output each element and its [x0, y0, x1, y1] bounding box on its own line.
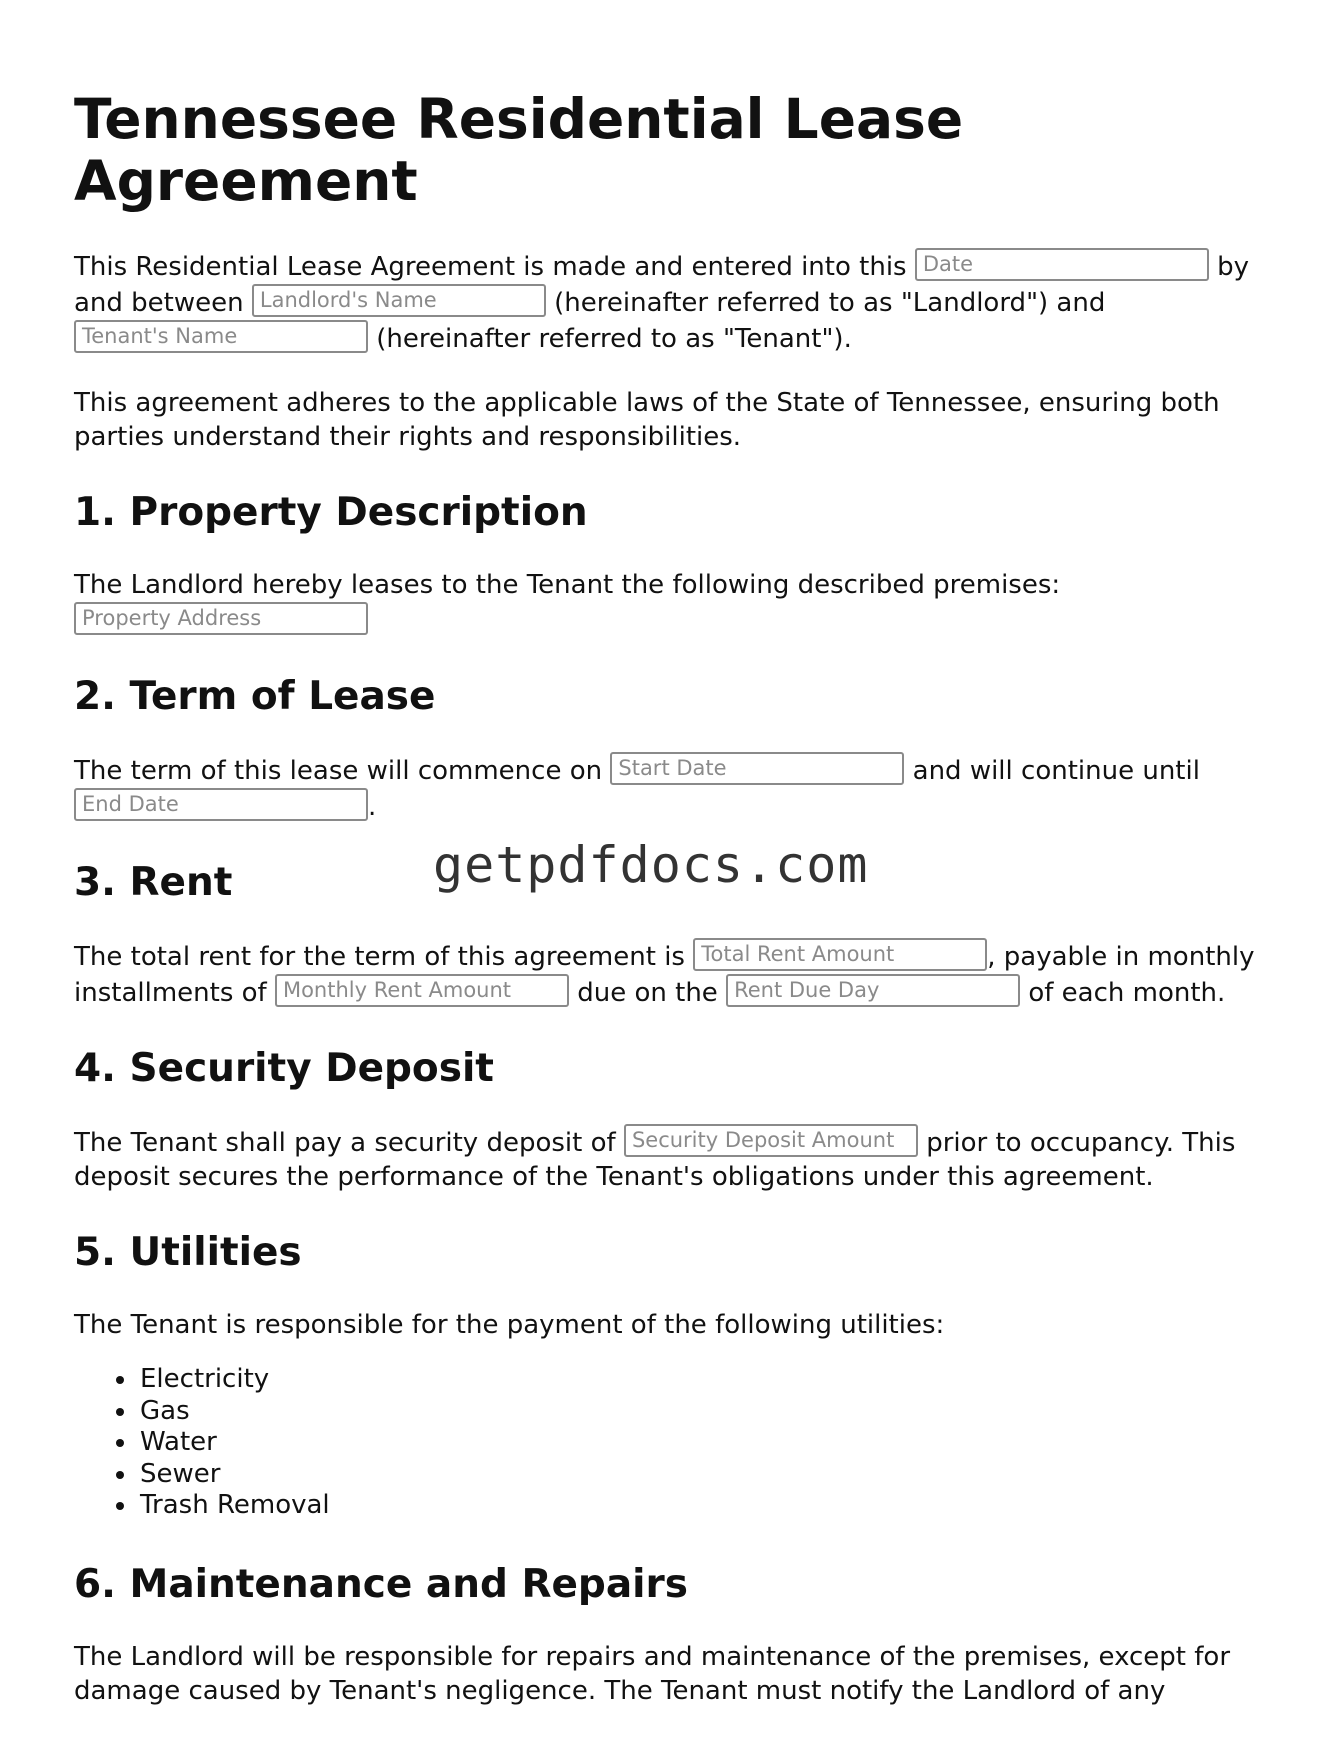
rent-text-4: of each month.	[1028, 978, 1226, 1008]
deposit-text-1: The Tenant shall pay a security deposit of	[74, 1128, 616, 1158]
rent-text-2: , payable in monthly installments of	[74, 942, 1255, 1008]
list-item: • Gas	[138, 1396, 1274, 1428]
property-paragraph	[74, 568, 1274, 638]
intro-paragraph	[74, 248, 1274, 356]
deposit-text-2: prior to occupancy. This deposit secures the performance of the Tenant's obligations under this agreement.	[74, 1128, 1236, 1192]
total-rent-field[interactable]: Total Rent Amount	[693, 938, 987, 971]
property-address-field[interactable]: Property Address	[74, 602, 368, 635]
security-deposit-field[interactable]: Security Deposit Amount	[624, 1124, 918, 1157]
intro-text-1: This Residential Lease Agreement is made and entered into this	[74, 252, 907, 282]
watermark: getpdfdocs.com	[433, 836, 869, 894]
term-text-2: and will continue until	[912, 756, 1200, 786]
start-date-field[interactable]: Start Date	[610, 752, 904, 785]
rent-paragraph	[74, 938, 1274, 1010]
list-item: • Electricity	[138, 1364, 1274, 1396]
deposit-paragraph	[74, 1124, 1274, 1194]
section-heading-deposit: 4. Security Deposit	[74, 1046, 494, 1091]
intro-text-4: (hereinafter referred to as "Tenant").	[376, 324, 852, 354]
intro-text-3: (hereinafter referred to as "Landlord") and	[554, 288, 1106, 318]
term-paragraph	[74, 752, 1274, 824]
term-text-1: The term of this lease will commence on	[74, 756, 603, 786]
section-heading-rent: 3. Rent	[74, 860, 233, 905]
document-title: Tennessee Residential Lease Agreement	[74, 87, 964, 213]
list-item: • Water	[138, 1427, 1274, 1459]
property-text: The Landlord hereby leases to the Tenant the following described premises:	[74, 570, 1061, 600]
utilities-list	[74, 1364, 1274, 1522]
section-heading-term: 2. Term of Lease	[74, 674, 436, 719]
rent-text-3: due on the	[577, 978, 718, 1008]
section-heading-maintenance: 6. Maintenance and Repairs	[74, 1561, 688, 1607]
utilities-paragraph: The Tenant is responsible for the payment of the following utilities:	[74, 1310, 945, 1340]
laws-paragraph: This agreement adheres to the applicable laws of the State of Tennessee, ensuring both parties understand their rights and responsibilities.	[74, 388, 1220, 452]
rent-text-1: The total rent for the term of this agreement is	[74, 942, 685, 972]
term-text-3: .	[368, 792, 377, 822]
landlord-name-field[interactable]: Landlord's Name	[252, 284, 546, 317]
maintenance-paragraph: The Landlord will be responsible for repairs and maintenance of the premises, except for damage caused by Tenant's negligence. The Tenant must notify the Landlord of any	[74, 1641, 1231, 1706]
list-item: • Trash Removal	[138, 1490, 1274, 1522]
document-page	[74, 88, 1274, 1738]
monthly-rent-field[interactable]: Monthly Rent Amount	[275, 974, 569, 1007]
rent-due-day-field[interactable]: Rent Due Day	[726, 974, 1020, 1007]
date-field[interactable]: Date	[915, 248, 1209, 281]
tenant-name-field[interactable]: Tenant's Name	[74, 320, 368, 353]
intro-text-2: by and between	[74, 252, 1250, 318]
list-item: • Sewer	[138, 1459, 1274, 1491]
section-heading-property: 1. Property Description	[74, 490, 588, 535]
end-date-field[interactable]: End Date	[74, 788, 368, 821]
section-heading-utilities: 5. Utilities	[74, 1230, 302, 1275]
